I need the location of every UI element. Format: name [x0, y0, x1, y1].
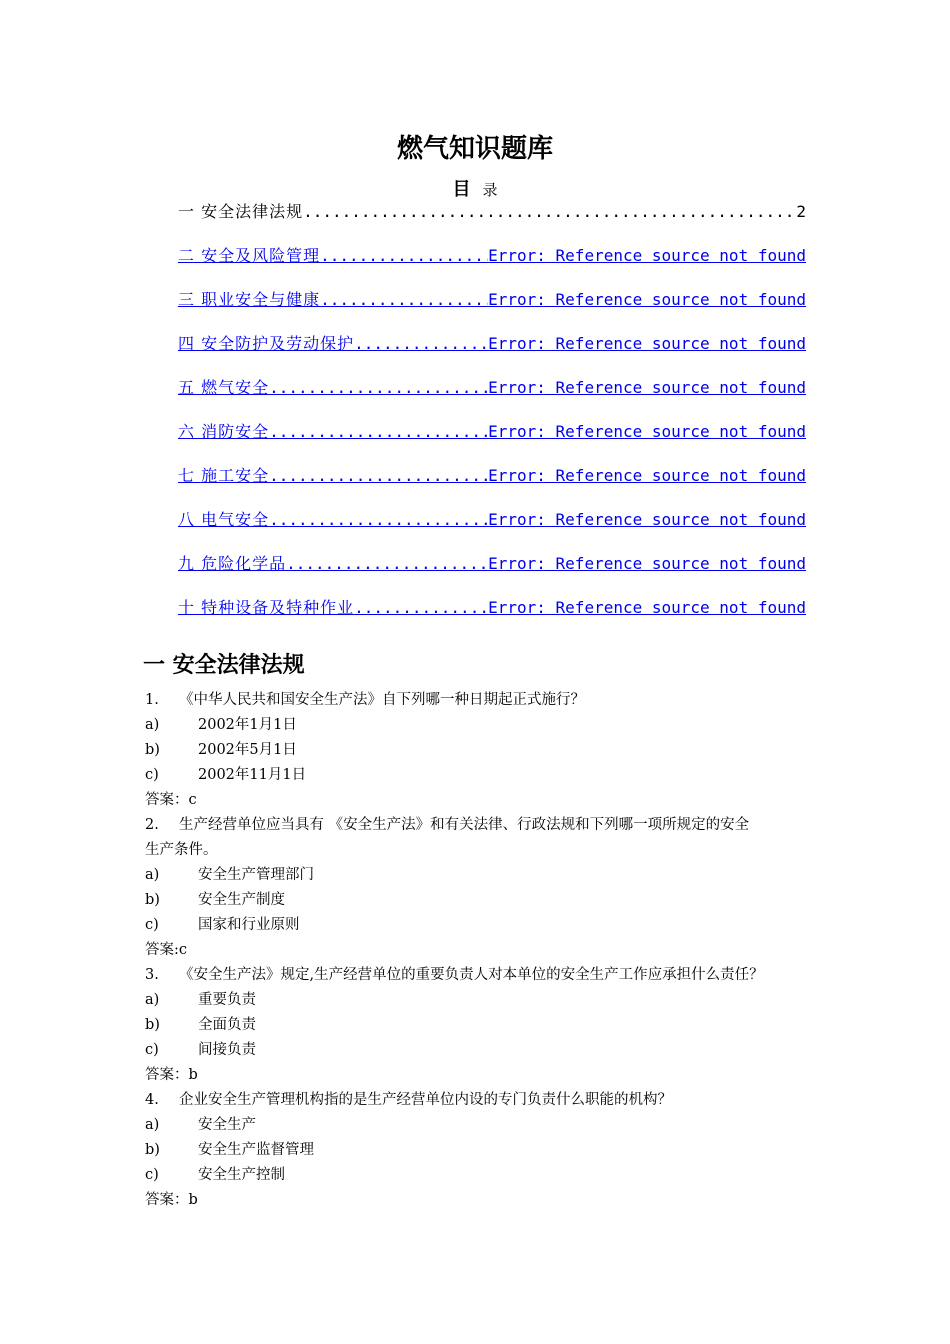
option-key: c) [145, 767, 159, 783]
option-key: a) [145, 867, 160, 883]
question-text: 《中华人民共和国安全生产法》自下列哪一种日期起正式施行？ [179, 692, 585, 708]
question-number: 3. [145, 967, 159, 983]
option-1b [145, 738, 297, 763]
document-title: 燃气知识题库 [396, 134, 553, 164]
option-text: 2002年11月1日 [198, 767, 307, 783]
toc-page-ref: Error: Reference source not found [488, 334, 806, 353]
toc-entry-10[interactable] [178, 595, 806, 619]
option-text: 2002年5月1日 [198, 742, 297, 758]
answer-4: 答案：b [145, 1192, 198, 1208]
option-key: c) [145, 917, 159, 933]
question-3 [145, 963, 764, 988]
toc-entry-title: 九 危险化学品 [178, 554, 287, 573]
option-1a [145, 713, 297, 738]
option-4b [145, 1138, 314, 1163]
option-key: c) [145, 1167, 159, 1183]
toc-page-ref: Error: Reference source not found [488, 598, 806, 617]
toc-leader-dots [269, 421, 488, 443]
option-text: 安全生产制度 [198, 892, 285, 908]
toc-entry-6[interactable] [178, 419, 806, 443]
toc-page-ref: 2 [796, 202, 806, 221]
toc-page-ref: Error: Reference source not found [488, 554, 806, 573]
toc-heading-rest: 录 [482, 181, 498, 199]
toc-leader-dots [269, 377, 488, 399]
option-key: a) [145, 992, 160, 1008]
answer-1: 答案：c [145, 792, 197, 808]
option-key: b) [145, 1017, 160, 1033]
toc-entry-title: 五 燃气安全 [178, 378, 270, 397]
toc-heading-bold: 目 [452, 179, 471, 200]
toc-entry-3[interactable] [178, 287, 806, 311]
question-number: 4. [145, 1092, 159, 1108]
option-text: 安全生产监督管理 [198, 1142, 314, 1158]
toc-page-ref: Error: Reference source not found [488, 510, 806, 529]
toc-entry-title: 六 消防安全 [178, 422, 270, 441]
toc-entry-title: 四 安全防护及劳动保护 [178, 334, 355, 353]
question-text: 企业安全生产管理机构指的是生产经营单位内设的专门负责什么职能的机构？ [179, 1092, 672, 1108]
question-2 [145, 813, 749, 838]
toc-page-ref: Error: Reference source not found [488, 466, 806, 485]
answer-3: 答案：b [145, 1067, 198, 1083]
option-text: 安全生产管理部门 [198, 867, 314, 883]
option-text: 重要负责 [198, 992, 256, 1008]
toc-page-ref: Error: Reference source not found [488, 378, 806, 397]
option-text: 间接负责 [198, 1042, 256, 1058]
toc-entry-title: 十 特种设备及特种作业 [178, 598, 355, 617]
toc-entry-title: 二 安全及风险管理 [178, 246, 321, 265]
toc-leader-dots [320, 245, 488, 267]
toc-entry-4[interactable] [178, 331, 806, 355]
option-key: b) [145, 892, 160, 908]
question-number: 1. [145, 692, 159, 708]
option-4a [145, 1113, 256, 1138]
toc-leader-dots [354, 333, 488, 355]
question-2-continued: 生产条件。 [145, 842, 218, 858]
question-number: 2. [145, 817, 159, 833]
option-key: c) [145, 1042, 159, 1058]
question-1 [145, 688, 585, 713]
option-2c [145, 913, 300, 938]
option-text: 安全生产控制 [198, 1167, 285, 1183]
option-3a [145, 988, 256, 1013]
toc-entry-title: 一 安全法律法规 [178, 202, 304, 221]
toc-page-ref: Error: Reference source not found [488, 246, 806, 265]
toc-entry-9[interactable] [178, 551, 806, 575]
section-heading: 一 安全法律法规 [143, 653, 305, 678]
question-4 [145, 1088, 672, 1113]
answer-2: 答案:c [145, 942, 188, 958]
option-text: 国家和行业原则 [198, 917, 300, 933]
option-2a [145, 863, 314, 888]
toc-leader-dots [269, 465, 488, 487]
toc-leader-dots [269, 509, 488, 531]
toc-entry-8[interactable] [178, 507, 806, 531]
option-1c [145, 763, 306, 788]
option-key: b) [145, 742, 160, 758]
toc-leader-dots [286, 553, 488, 575]
option-text: 安全生产 [198, 1117, 256, 1133]
toc-entry-1[interactable] [178, 199, 806, 223]
toc-leader-dots [320, 289, 488, 311]
toc-entry-7[interactable] [178, 463, 806, 487]
toc-entry-2[interactable] [178, 243, 806, 267]
toc-heading [0, 175, 950, 201]
toc-page-ref: Error: Reference source not found [488, 422, 806, 441]
toc-page-ref: Error: Reference source not found [488, 290, 806, 309]
toc-entry-title: 七 施工安全 [178, 466, 270, 485]
question-text: 生产经营单位应当具有 《安全生产法》和有关法律、行政法规和下列哪一项所规定的安全 [179, 817, 750, 833]
option-3b [145, 1013, 256, 1038]
option-text: 2002年1月1日 [198, 717, 297, 733]
option-2b [145, 888, 285, 913]
option-text: 全面负责 [198, 1017, 256, 1033]
toc-entry-title: 八 电气安全 [178, 510, 270, 529]
toc-entry-5[interactable] [178, 375, 806, 399]
option-4c [145, 1163, 285, 1188]
toc-entry-title: 三 职业安全与健康 [178, 290, 321, 309]
question-text: 《安全生产法》规定,生产经营单位的重要负责人对本单位的安全生产工作应承担什么责任？ [179, 967, 764, 983]
option-key: b) [145, 1142, 160, 1158]
option-3c [145, 1038, 256, 1063]
toc-leader-dots [303, 201, 796, 223]
option-key: a) [145, 717, 160, 733]
option-key: a) [145, 1117, 160, 1133]
toc-leader-dots [354, 597, 488, 619]
